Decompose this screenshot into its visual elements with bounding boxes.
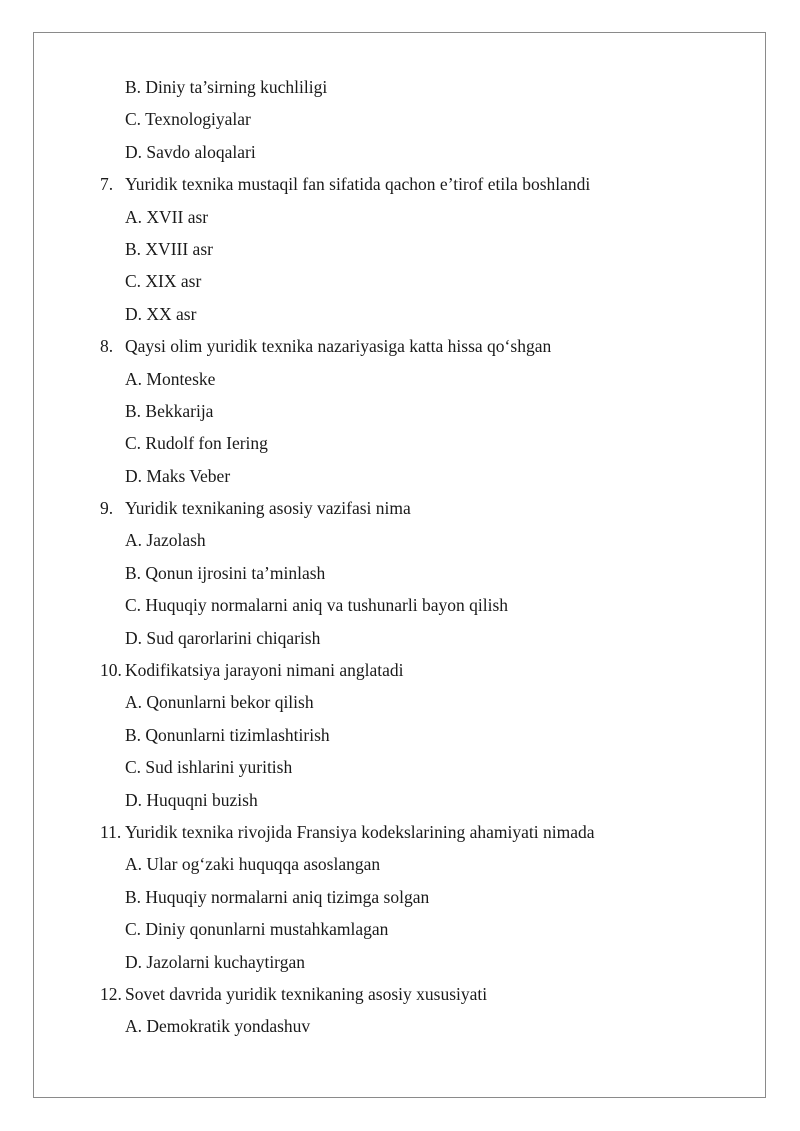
answer-option: D. XX asr <box>125 303 197 324</box>
answer-option: A. Jazolash <box>125 530 206 551</box>
question-text: Kodifikatsiya jarayoni nimani anglatadi <box>125 660 404 681</box>
question-line <box>0 978 800 1010</box>
answer-option: D. Sud qarorlarini chiqarish <box>125 627 321 648</box>
question-text: Sovet davrida yuridik texnikaning asosiy xususiyati <box>125 983 488 1004</box>
answer-option: A. Demokratik yondashuv <box>125 1016 311 1037</box>
answer-option: B. XVIII asr <box>125 238 213 259</box>
answer-option: C. XIX asr <box>125 271 202 292</box>
question-line <box>0 330 800 362</box>
question-number: 8. <box>100 336 114 357</box>
answer-option: C. Sud ishlarini yuritish <box>125 757 293 778</box>
answer-option: C. Huquqiy normalarni aniq va tushunarli bayon qilish <box>125 595 509 616</box>
answer-option: D. Maks Veber <box>125 465 231 486</box>
answer-option: C. Diniy qonunlarni mustahkamlagan <box>125 919 389 940</box>
answer-option: B. Diniy ta’sirning kuchliligi <box>125 77 328 97</box>
document-body <box>0 71 800 1043</box>
question-number: 11. <box>100 821 122 842</box>
question-line <box>0 654 800 686</box>
answer-option: A. Ular og‘zaki huquqqa asoslangan <box>125 854 381 875</box>
question-text: Yuridik texnikaning asosiy vazifasi nima <box>125 498 411 519</box>
answer-option: A. XVII asr <box>125 206 209 227</box>
question-text: Yuridik texnika mustaqil fan sifatida qachon e’tirof etila boshlandi <box>125 174 591 195</box>
answer-option: D. Huquqni buzish <box>125 789 258 810</box>
question-line <box>0 816 800 848</box>
question-number: 12. <box>100 983 122 1004</box>
answer-option: B. Huquqiy normalarni aniq tizimga solgan <box>125 886 430 907</box>
answer-option: A. Monteske <box>125 368 216 389</box>
answer-option: D. Savdo aloqalari <box>125 141 256 162</box>
answer-option: B. Qonun ijrosini ta’minlash <box>125 562 326 583</box>
question-number: 10. <box>100 660 122 681</box>
question-number: 7. <box>100 174 114 195</box>
answer-option: B. Qonunlarni tizimlashtirish <box>125 724 330 745</box>
answer-option: D. Jazolarni kuchaytirgan <box>125 951 305 972</box>
question-number: 9. <box>100 498 114 519</box>
question-text: Yuridik texnika rivojida Fransiya kodekslarining ahamiyati nimada <box>125 821 595 842</box>
answer-option: B. Bekkarija <box>125 400 214 421</box>
question-line <box>0 168 800 200</box>
answer-option: C. Rudolf fon Iering <box>125 433 268 454</box>
question-text: Qaysi olim yuridik texnika nazariyasiga katta hissa qo‘shgan <box>125 336 552 357</box>
question-line <box>0 492 800 524</box>
answer-option: C. Texnologiyalar <box>125 109 251 130</box>
answer-option: A. Qonunlarni bekor qilish <box>125 692 314 713</box>
